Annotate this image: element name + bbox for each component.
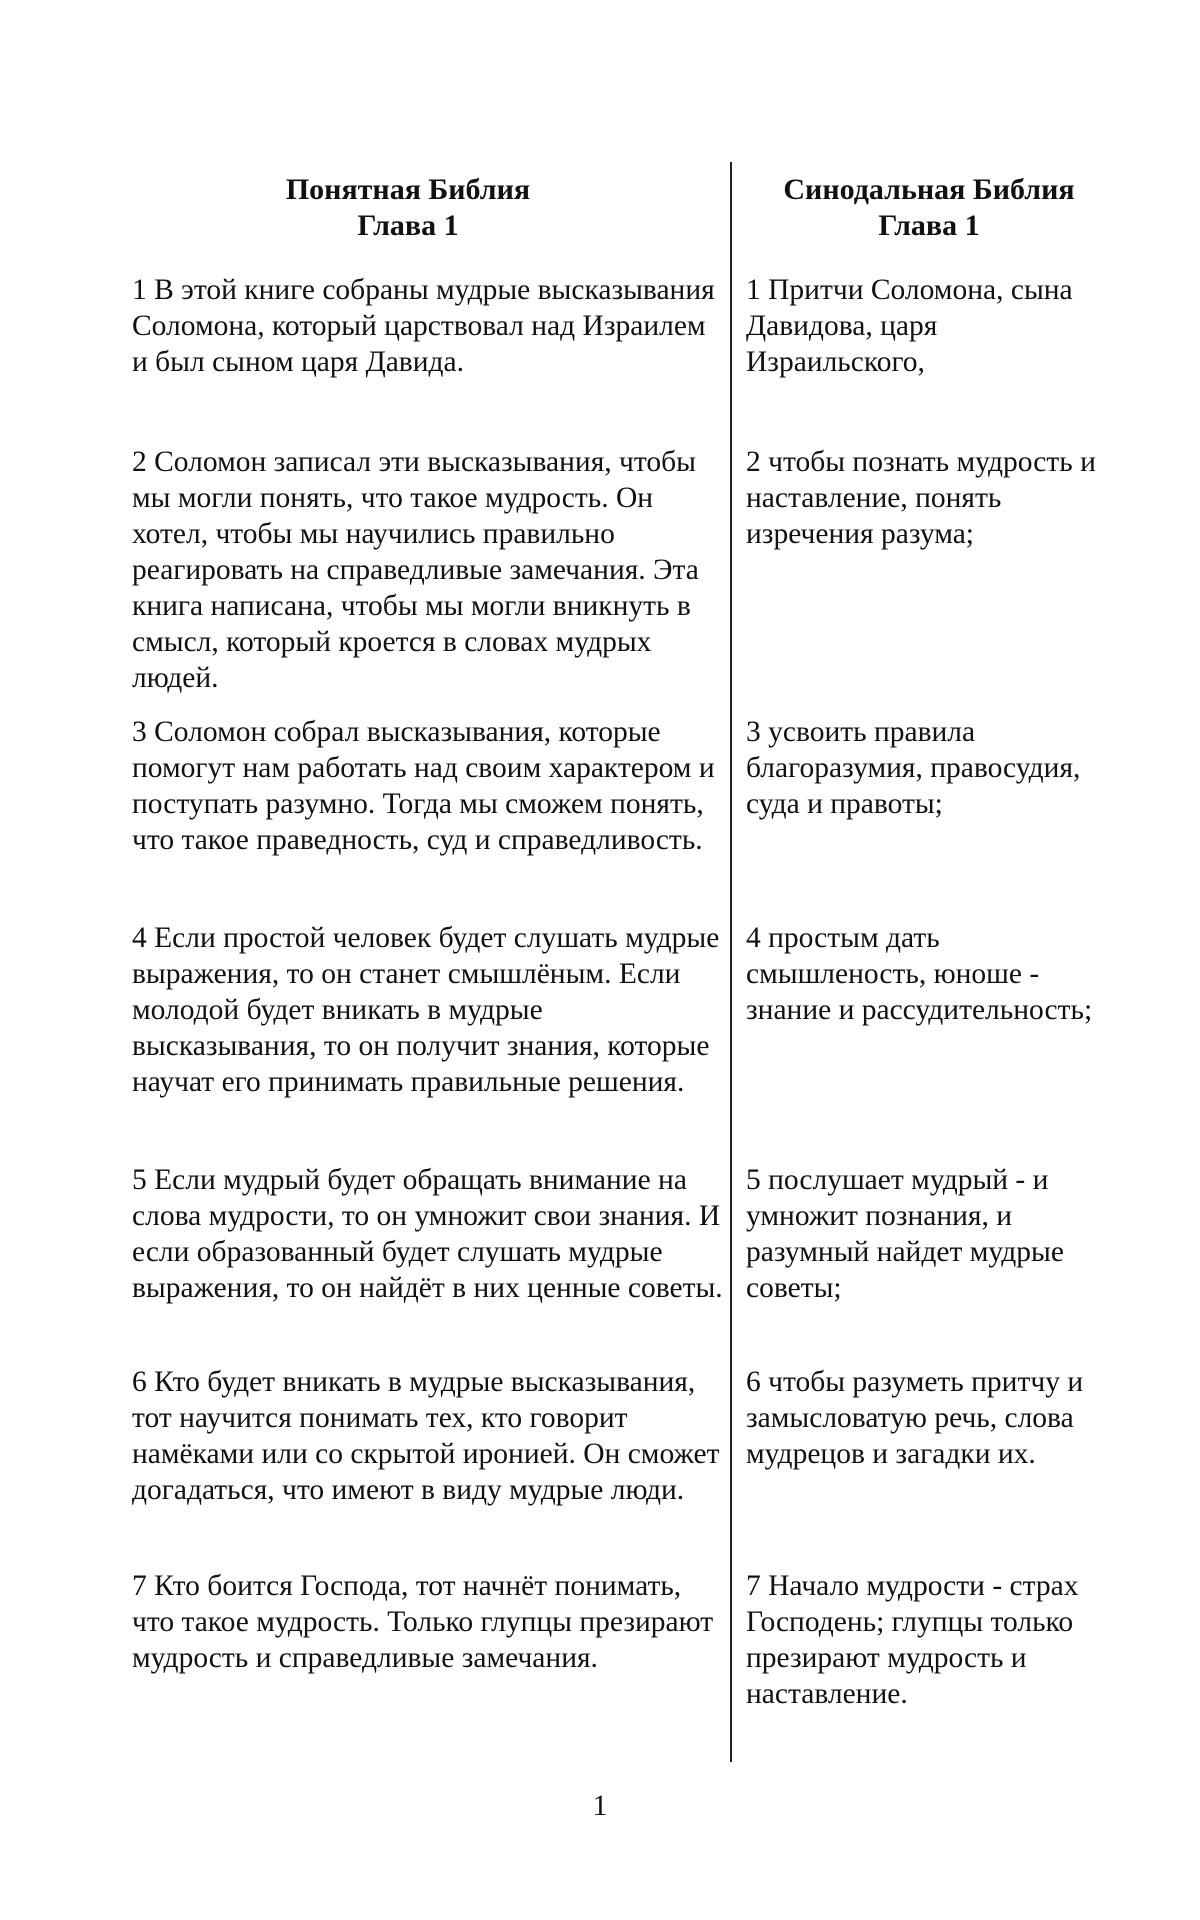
- verse-5: 5 Если мудрый будет обращать внимание на слова мудрости, то он умножит свои знания. И если образованный будет слушать мудрые выражения, то он найдёт в них ценные советы.: [132, 1164, 723, 1304]
- verse-6: 6 чтобы разуметь притчу и замысловатую речь, слова мудрецов и загадки их.: [746, 1366, 1084, 1470]
- verse-6: 6 Кто будет вникать в мудрые высказывания, тот научится понимать тех, кто говорит намёками или со скрытой иронией. Он сможет догадаться, что имеют в виду мудрые люди.: [132, 1366, 720, 1506]
- verse-1: 1 Притчи Соломона, сына Давидова, царя Израильского,: [746, 274, 1073, 378]
- column-synodal-bible: [746, 172, 1098, 1710]
- column-clear-bible: [132, 172, 724, 1674]
- verse-1: 1 В этой книге собраны мудрые высказывания Соломона, который царствовал над Израилем и был сыном царя Давида.: [132, 274, 715, 378]
- verse-7: 7 Начало мудрости - страх Господень; глупцы только презирают мудрость и наставление.: [746, 1570, 1079, 1710]
- column-divider: [730, 162, 732, 1762]
- verse-4: 4 Если простой человек будет слушать мудрые выражения, то он станет смышлёным. Если молодой будет вникать в мудрые высказывания, то он получит знания, которые научат его принимать правильные решения.: [132, 922, 720, 1098]
- column-header-left: [132, 172, 724, 244]
- chapter-heading: Глава 1: [357, 209, 459, 242]
- verse-3: 3 усвоить правила благоразумия, правосудия, суда и правоты;: [746, 716, 1081, 820]
- column-title: Синодальная Библия: [783, 173, 1075, 206]
- column-title: Понятная Библия: [285, 173, 531, 206]
- verse-3: 3 Соломон собрал высказывания, которые помогут нам работать над своим характером и поступать разумно. Тогда мы сможем понять, что такое праведность, суд и справедливость.: [132, 716, 715, 856]
- page-number: 1: [592, 1789, 608, 1822]
- chapter-heading: Глава 1: [878, 209, 980, 242]
- verse-4: 4 простым дать смышленость, юноше - знание и рассудительность;: [746, 922, 1093, 1026]
- verse-5: 5 послушает мудрый - и умножит познания, и разумный найдет мудрые советы;: [746, 1164, 1064, 1304]
- verse-2: 2 чтобы познать мудрость и наставление, понять изречения разума;: [746, 446, 1096, 550]
- verse-2: 2 Соломон записал эти высказывания, чтобы мы могли понять, что такое мудрость. Он хотел, чтобы мы научились правильно реагировать на справедливые замечания. Эта книга написана, чтобы мы могли вникнуть в смысл, который кроется в словах мудрых людей.: [132, 446, 699, 694]
- column-header-right: [746, 172, 1098, 244]
- verse-7: 7 Кто боится Господа, тот начнёт понимать, что такое мудрость. Только глупцы презирают мудрость и справедливые замечания.: [132, 1570, 714, 1674]
